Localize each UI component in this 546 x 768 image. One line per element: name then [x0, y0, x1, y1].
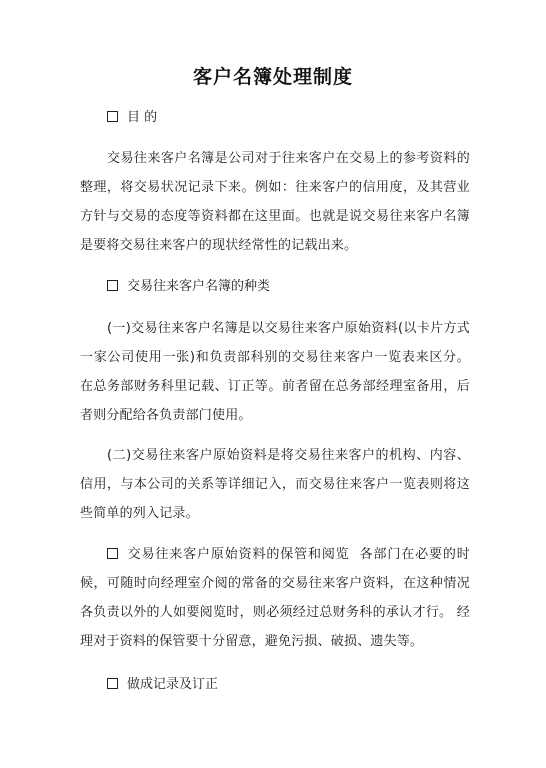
storage-text: 各部门在必要的时候，可随时向经理室介阅的常备的交易往来客户资料，在这种情况各负责以外的人如要阅览时，则必须经过总财务科的承认才行。 经理对于资料的保管要十分留意，避免污损、破损、遗失等。 — [80, 547, 470, 649]
paragraph-purpose: 交易往来客户名簿是公司对于往来客户在交易上的参考资料的整理，将交易状况记录下来。例如：往来客户的信用度，及其营业方针与交易的态度等资料都在这里面。也就是说交易往来客户名簿是要将交易往来客户的现状经常性的记载出来。 — [80, 151, 470, 253]
paragraph-types-1: (一)交易往来客户名簿是以交易往来客户原始资料(以卡片方式一家公司使用一张)和负责部科别的交易往来客户一览表来区分。 在总务部财务科里记载、订正等。前者留在总务部经理室备用，后者则分配给各负责部门使用。 — [80, 321, 470, 423]
section-heading-purpose: 目 的 — [107, 108, 157, 128]
section-heading-types: 交易往来客户名簿的种类 — [107, 277, 270, 297]
checkbox-square-icon — [107, 280, 118, 291]
paragraph-storage — [80, 540, 470, 656]
checkbox-square-icon — [107, 548, 118, 559]
section-heading-records: 做成记录及订正 — [107, 675, 218, 695]
paragraph-types-2: (二)交易往来客户原始资料是将交易往来客户的机构、内容、信用，与本公司的关系等详细记入，而交易往来客户一览表则将这些简单的列入记录。 — [80, 448, 470, 521]
checkbox-square-icon — [107, 678, 118, 689]
section-heading-storage: 交易往来客户原始资料的保管和阅览 — [127, 547, 350, 562]
document-title: 客户名簿处理制度 — [192, 66, 353, 88]
checkbox-square-icon — [107, 111, 118, 122]
